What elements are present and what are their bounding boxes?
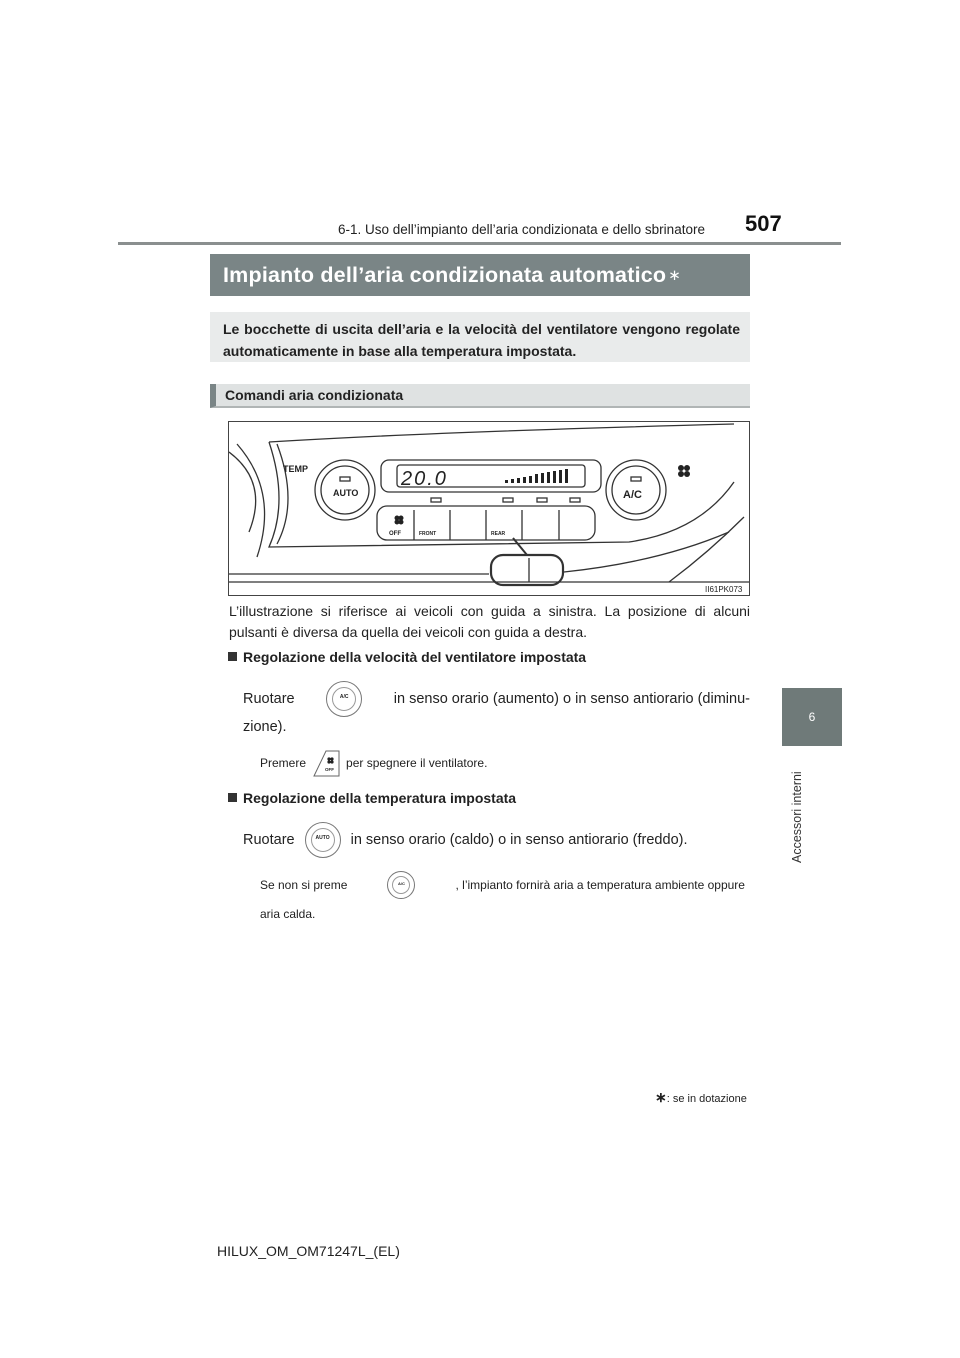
bullet-square-icon [228,793,237,802]
footnote: ∗: se in dotazione [655,1089,747,1105]
climate-panel-drawing [229,422,749,594]
ac-knob-icon: A/C [326,681,362,717]
fan-instruction-line2: zione). [243,719,287,735]
header-subtitle: 6-1. Uso dell’impianto dell’aria condizionata e dello sbrinatore [338,222,705,237]
section-heading: Comandi aria condizionata [210,384,750,408]
svg-text:OFF: OFF [325,767,335,772]
ac-knob-icon: A/C [387,871,415,899]
asterisk-icon: ∗ [655,1089,667,1105]
ac-label: A/C [623,489,642,501]
fan-off-note: Premere OFF per spegnere il ventilatore. [260,749,487,777]
temperature-display: 20.0 [401,468,448,490]
temperature-heading: Regolazione della temperatura impostata [228,790,516,806]
fan-instruction: Ruotare A/C in senso orario (aumento) o in senso antiorario (diminu- [243,681,750,717]
page-title-text: Impianto dell’aria condizionata automatico [223,262,667,287]
auto-label: AUTO [333,488,359,498]
chapter-label: Accessori interni [790,771,804,863]
asterisk-icon: ∗ [668,267,682,284]
document-code: HILUX_OM_OM71247L_(EL) [217,1243,400,1259]
off-label: OFF [389,531,401,537]
climate-panel-illustration [228,421,750,596]
chapter-number: 6 [808,710,816,724]
figure-code: II61PK073 [705,585,743,594]
temperature-note-line2: aria calda. [260,907,316,921]
temperature-instruction: Ruotare AUTO in senso orario (caldo) o in senso antiorario (freddo). [243,822,688,858]
temp-label: TEMP [283,464,309,474]
fan-speed-heading: Regolazione della velocità del ventilatore impostata [228,649,586,665]
auto-knob-icon: AUTO [305,822,341,858]
temperature-note: Se non si preme A/C , l’impianto fornirà aria a temperatura ambiente oppure [260,871,745,899]
rear-label: REAR [491,531,506,537]
chapter-tab [782,688,842,746]
off-button-icon [312,749,340,777]
front-label: FRONT [419,531,437,537]
page-title [210,254,750,296]
header-rule [118,242,841,245]
figure-caption: L’illustrazione si riferisce ai veicoli con guida a sinistra. La posizione di alcuni pulsanti è diversa da quella dei veicoli con guida a destra. [229,603,750,640]
bullet-square-icon [228,652,237,661]
intro-box: Le bocchette di uscita dell’aria e la velocità del ventilatore vengono regolate automaticamente in base alla temperatura impostata. [210,312,750,362]
page-number: 507 [745,211,782,236]
